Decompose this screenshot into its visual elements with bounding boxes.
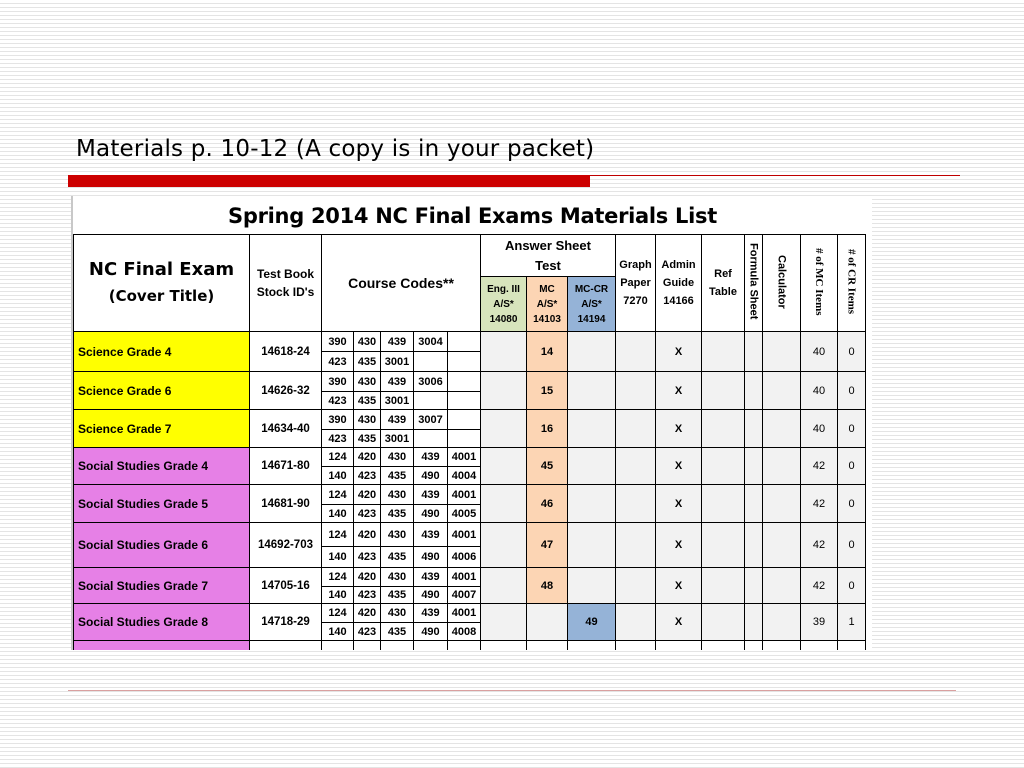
stock-id-cell: 14681-90 <box>250 485 322 523</box>
sheet-title: Spring 2014 NC Final Exams Materials List <box>228 204 717 228</box>
course-code-cell: 439 <box>381 332 414 352</box>
table-row <box>74 448 866 467</box>
admin-guide-cell: X <box>656 332 702 372</box>
formula-sheet-cell <box>745 410 763 448</box>
admin-guide-cell: X <box>656 448 702 485</box>
slide-title: Materials p. 10-12 (A copy is in your packet) <box>76 136 595 162</box>
header-cr-items-text: # of CR Items <box>845 248 858 315</box>
course-code-cell: 124 <box>322 523 354 547</box>
course-code-cell: 124 <box>322 485 354 505</box>
course-code-cell: 124 <box>322 448 354 467</box>
course-code-cell: 420 <box>354 568 381 587</box>
course-code-cell: 430 <box>381 523 414 547</box>
title-underline-bar <box>68 175 590 187</box>
course-code-cell <box>414 392 448 410</box>
header-formula-sheet <box>745 235 763 332</box>
header-graph-3: 7270 <box>623 295 648 307</box>
header-mccr-1: MC-CR <box>574 283 609 295</box>
stock-id-cell: 14634-40 <box>250 410 322 448</box>
graph-paper-cell <box>616 604 656 641</box>
course-code-cell: 490 <box>414 623 448 641</box>
mc-items-cell: 42 <box>801 568 838 604</box>
title-underline <box>68 175 960 187</box>
header-admin-2: Guide <box>662 277 695 289</box>
materials-spreadsheet-image <box>71 196 872 650</box>
header-mc <box>527 277 568 332</box>
course-code-cell: 390 <box>322 372 354 392</box>
eng-iii-cell <box>481 410 527 448</box>
calculator-cell <box>763 568 801 604</box>
table-body <box>74 332 866 651</box>
course-code-cell <box>448 392 481 410</box>
header-course-codes: Course Codes** <box>322 235 481 332</box>
stock-id-cell: 14692-703 <box>250 523 322 568</box>
course-code-cell: 4001 <box>448 448 481 467</box>
cutoff-exam-cell <box>74 641 250 651</box>
course-code-cell: 439 <box>414 523 448 547</box>
admin-guide-cell: X <box>656 604 702 641</box>
course-code-cell: 3006 <box>414 372 448 392</box>
graph-paper-cell <box>616 372 656 410</box>
header-eng-3: 14080 <box>489 313 518 325</box>
header-answer-line2: Test <box>535 257 561 273</box>
table-row <box>74 485 866 505</box>
header-ref-table <box>702 235 745 332</box>
header-eng-1: Eng. III <box>487 283 520 295</box>
cutoff-cell <box>616 641 656 651</box>
header-graph-2: Paper <box>620 277 651 289</box>
mc-items-cell: 40 <box>801 332 838 372</box>
course-code-cell: 420 <box>354 604 381 623</box>
graph-paper-cell <box>616 448 656 485</box>
cr-items-cell: 0 <box>838 372 866 410</box>
course-code-cell <box>448 332 481 352</box>
cr-items-cell: 0 <box>838 568 866 604</box>
course-code-cell: 4006 <box>448 547 481 568</box>
exam-name-cell: Social Studies Grade 4 <box>74 448 250 485</box>
eng-iii-cell <box>481 523 527 568</box>
header-calculator-text: Calculator <box>775 254 788 309</box>
header-eng-iii <box>481 277 527 332</box>
graph-paper-cell <box>616 410 656 448</box>
formula-sheet-cell <box>745 332 763 372</box>
course-code-cell: 124 <box>322 604 354 623</box>
course-code-cell: 430 <box>354 332 381 352</box>
stock-id-cell: 14618-24 <box>250 332 322 372</box>
cutoff-cell <box>322 641 354 651</box>
ref-table-cell <box>702 410 745 448</box>
eng-iii-cell <box>481 332 527 372</box>
course-code-cell: 435 <box>381 547 414 568</box>
admin-guide-cell: X <box>656 410 702 448</box>
cutoff-cell <box>801 641 838 651</box>
cutoff-cell <box>448 641 481 651</box>
mc-cr-cell: 49 <box>568 604 616 641</box>
mc-cell <box>527 604 568 641</box>
graph-paper-cell <box>616 485 656 523</box>
course-code-cell: 4008 <box>448 623 481 641</box>
eng-iii-cell <box>481 372 527 410</box>
header-mc-items <box>801 235 838 332</box>
cutoff-cell <box>481 641 527 651</box>
calculator-cell <box>763 410 801 448</box>
cutoff-cell <box>527 641 568 651</box>
header-exam-line1: NC Final Exam <box>88 259 235 280</box>
course-code-cell: 439 <box>381 410 414 430</box>
course-code-cell: 439 <box>414 448 448 467</box>
course-code-cell: 4001 <box>448 568 481 587</box>
cr-items-cell: 0 <box>838 485 866 523</box>
mc-items-cell: 42 <box>801 523 838 568</box>
exam-name-cell: Social Studies Grade 8 <box>74 604 250 641</box>
admin-guide-cell: X <box>656 372 702 410</box>
course-code-cell: 430 <box>381 448 414 467</box>
course-code-cell: 3001 <box>381 352 414 372</box>
course-code-cell: 435 <box>354 352 381 372</box>
header-stock-id-line1: Test Book <box>256 267 315 281</box>
mc-cell: 15 <box>527 372 568 410</box>
header-mc-items-text: # of MC Items <box>813 247 825 316</box>
header-mccr-3: 14194 <box>577 313 606 325</box>
cutoff-cell <box>763 641 801 651</box>
mc-items-cell: 40 <box>801 410 838 448</box>
table-row-cutoff <box>74 641 866 651</box>
course-code-cell: 435 <box>354 392 381 410</box>
course-code-cell: 439 <box>414 568 448 587</box>
course-code-cell: 423 <box>322 430 354 448</box>
course-code-cell: 420 <box>354 485 381 505</box>
cr-items-cell: 0 <box>838 523 866 568</box>
cutoff-cell <box>354 641 381 651</box>
eng-iii-cell <box>481 568 527 604</box>
course-code-cell: 423 <box>354 505 381 523</box>
mc-cell: 16 <box>527 410 568 448</box>
header-calculator <box>763 235 801 332</box>
header-cr-items <box>838 235 866 332</box>
table-header <box>74 235 866 332</box>
header-mccr-2: A/S* <box>581 298 602 310</box>
eng-iii-cell <box>481 485 527 523</box>
cr-items-cell: 0 <box>838 410 866 448</box>
course-code-cell: 140 <box>322 547 354 568</box>
header-answer-line1: Answer Sheet <box>505 237 591 253</box>
table-row <box>74 332 866 352</box>
course-code-cell: 435 <box>381 505 414 523</box>
cutoff-cell <box>838 641 866 651</box>
mc-cr-cell <box>568 523 616 568</box>
mc-cr-cell <box>568 448 616 485</box>
header-ref-2: Table <box>709 286 737 298</box>
exam-name-cell: Social Studies Grade 5 <box>74 485 250 523</box>
course-code-cell: 435 <box>354 430 381 448</box>
eng-iii-cell <box>481 604 527 641</box>
header-mc-1: MC <box>539 283 555 295</box>
exam-name-cell: Social Studies Grade 7 <box>74 568 250 604</box>
eng-iii-cell <box>481 448 527 485</box>
formula-sheet-cell <box>745 485 763 523</box>
admin-guide-cell: X <box>656 523 702 568</box>
cr-items-cell: 0 <box>838 332 866 372</box>
mc-cr-cell <box>568 332 616 372</box>
course-code-cell: 423 <box>322 392 354 410</box>
ref-table-cell <box>702 372 745 410</box>
header-admin-guide <box>656 235 702 332</box>
graph-paper-cell <box>616 523 656 568</box>
graph-paper-cell <box>616 332 656 372</box>
header-eng-2: A/S* <box>493 298 514 310</box>
course-code-cell: 4001 <box>448 523 481 547</box>
course-code-cell <box>414 430 448 448</box>
course-code-cell: 430 <box>354 410 381 430</box>
course-code-cell: 420 <box>354 448 381 467</box>
materials-table <box>73 234 866 650</box>
course-code-cell: 430 <box>381 604 414 623</box>
stock-id-cell: 14626-32 <box>250 372 322 410</box>
course-code-cell: 435 <box>381 467 414 485</box>
cutoff-cell <box>568 641 616 651</box>
formula-sheet-cell <box>745 523 763 568</box>
course-code-cell: 490 <box>414 467 448 485</box>
header-mc-3: 14103 <box>533 313 561 325</box>
course-code-cell: 3004 <box>414 332 448 352</box>
course-code-cell <box>448 410 481 430</box>
ref-table-cell <box>702 604 745 641</box>
calculator-cell <box>763 372 801 410</box>
course-code-cell: 3007 <box>414 410 448 430</box>
formula-sheet-cell <box>745 448 763 485</box>
course-code-cell: 490 <box>414 547 448 568</box>
course-code-cell: 124 <box>322 568 354 587</box>
course-code-cell: 390 <box>322 410 354 430</box>
header-exam-line2: (Cover Title) <box>108 287 215 305</box>
table-row <box>74 523 866 547</box>
course-code-cell: 420 <box>354 523 381 547</box>
mc-cell: 48 <box>527 568 568 604</box>
course-code-cell: 4007 <box>448 587 481 604</box>
course-code-cell: 423 <box>354 623 381 641</box>
header-exam <box>74 235 250 332</box>
exam-name-cell: Science Grade 4 <box>74 332 250 372</box>
course-code-cell: 4005 <box>448 505 481 523</box>
course-code-cell <box>448 372 481 392</box>
cutoff-cell <box>250 641 322 651</box>
course-code-cell: 490 <box>414 505 448 523</box>
formula-sheet-cell <box>745 604 763 641</box>
header-graph-1: Graph <box>619 259 652 271</box>
mc-cell: 14 <box>527 332 568 372</box>
exam-name-cell: Science Grade 7 <box>74 410 250 448</box>
course-code-cell: 4001 <box>448 485 481 505</box>
calculator-cell <box>763 485 801 523</box>
footer-divider <box>68 690 956 691</box>
course-code-cell: 430 <box>354 372 381 392</box>
formula-sheet-cell <box>745 372 763 410</box>
mc-items-cell: 40 <box>801 372 838 410</box>
graph-paper-cell <box>616 568 656 604</box>
course-code-cell <box>448 430 481 448</box>
header-admin-1: Admin <box>661 259 696 271</box>
course-code-cell: 140 <box>322 623 354 641</box>
header-stock-id-line2: Stock ID's <box>256 285 315 299</box>
ref-table-cell <box>702 485 745 523</box>
mc-cell: 45 <box>527 448 568 485</box>
calculator-cell <box>763 523 801 568</box>
course-code-cell: 435 <box>381 587 414 604</box>
stock-id-cell: 14718-29 <box>250 604 322 641</box>
course-code-cell: 140 <box>322 587 354 604</box>
course-code-cell: 423 <box>322 352 354 372</box>
mc-cr-cell <box>568 372 616 410</box>
course-code-cell: 430 <box>381 485 414 505</box>
header-admin-3: 14166 <box>663 295 694 307</box>
table-row <box>74 372 866 392</box>
header-mc-cr <box>568 277 616 332</box>
title-underline-line <box>590 175 960 176</box>
course-code-cell: 423 <box>354 547 381 568</box>
table-row <box>74 410 866 430</box>
course-code-cell: 4001 <box>448 604 481 623</box>
ref-table-cell <box>702 332 745 372</box>
stock-id-cell: 14705-16 <box>250 568 322 604</box>
header-answer-sheet <box>481 235 616 277</box>
course-code-cell: 490 <box>414 587 448 604</box>
admin-guide-cell: X <box>656 485 702 523</box>
cutoff-cell <box>381 641 414 651</box>
cr-items-cell: 1 <box>838 604 866 641</box>
course-code-cell: 439 <box>381 372 414 392</box>
cr-items-cell: 0 <box>838 448 866 485</box>
course-code-cell: 430 <box>381 568 414 587</box>
calculator-cell <box>763 332 801 372</box>
course-code-cell: 140 <box>322 505 354 523</box>
ref-table-cell <box>702 523 745 568</box>
course-code-cell: 3001 <box>381 430 414 448</box>
stock-id-cell: 14671-80 <box>250 448 322 485</box>
header-ref-1: Ref <box>714 268 732 280</box>
header-mc-2: A/S* <box>536 298 558 310</box>
course-code-cell: 439 <box>414 604 448 623</box>
course-code-cell: 439 <box>414 485 448 505</box>
mc-items-cell: 42 <box>801 448 838 485</box>
table-row <box>74 604 866 623</box>
header-formula-text: Formula Sheet <box>747 243 760 320</box>
course-code-cell <box>414 352 448 372</box>
cutoff-cell <box>745 641 763 651</box>
calculator-cell <box>763 448 801 485</box>
mc-items-cell: 39 <box>801 604 838 641</box>
mc-cell: 46 <box>527 485 568 523</box>
mc-cr-cell <box>568 568 616 604</box>
cutoff-cell <box>702 641 745 651</box>
exam-name-cell: Science Grade 6 <box>74 372 250 410</box>
course-code-cell <box>448 352 481 372</box>
mc-cell: 47 <box>527 523 568 568</box>
course-code-cell: 435 <box>381 623 414 641</box>
course-code-cell: 390 <box>322 332 354 352</box>
admin-guide-cell: X <box>656 568 702 604</box>
mc-items-cell: 42 <box>801 485 838 523</box>
course-code-cell: 3001 <box>381 392 414 410</box>
cutoff-cell <box>414 641 448 651</box>
calculator-cell <box>763 604 801 641</box>
course-code-cell: 140 <box>322 467 354 485</box>
header-stock-id <box>250 235 322 332</box>
formula-sheet-cell <box>745 568 763 604</box>
cutoff-cell <box>656 641 702 651</box>
exam-name-cell: Social Studies Grade 6 <box>74 523 250 568</box>
table-row <box>74 568 866 587</box>
mc-cr-cell <box>568 410 616 448</box>
course-code-cell: 423 <box>354 587 381 604</box>
course-code-cell: 4004 <box>448 467 481 485</box>
course-code-cell: 423 <box>354 467 381 485</box>
header-graph-paper <box>616 235 656 332</box>
ref-table-cell <box>702 568 745 604</box>
mc-cr-cell <box>568 485 616 523</box>
ref-table-cell <box>702 448 745 485</box>
